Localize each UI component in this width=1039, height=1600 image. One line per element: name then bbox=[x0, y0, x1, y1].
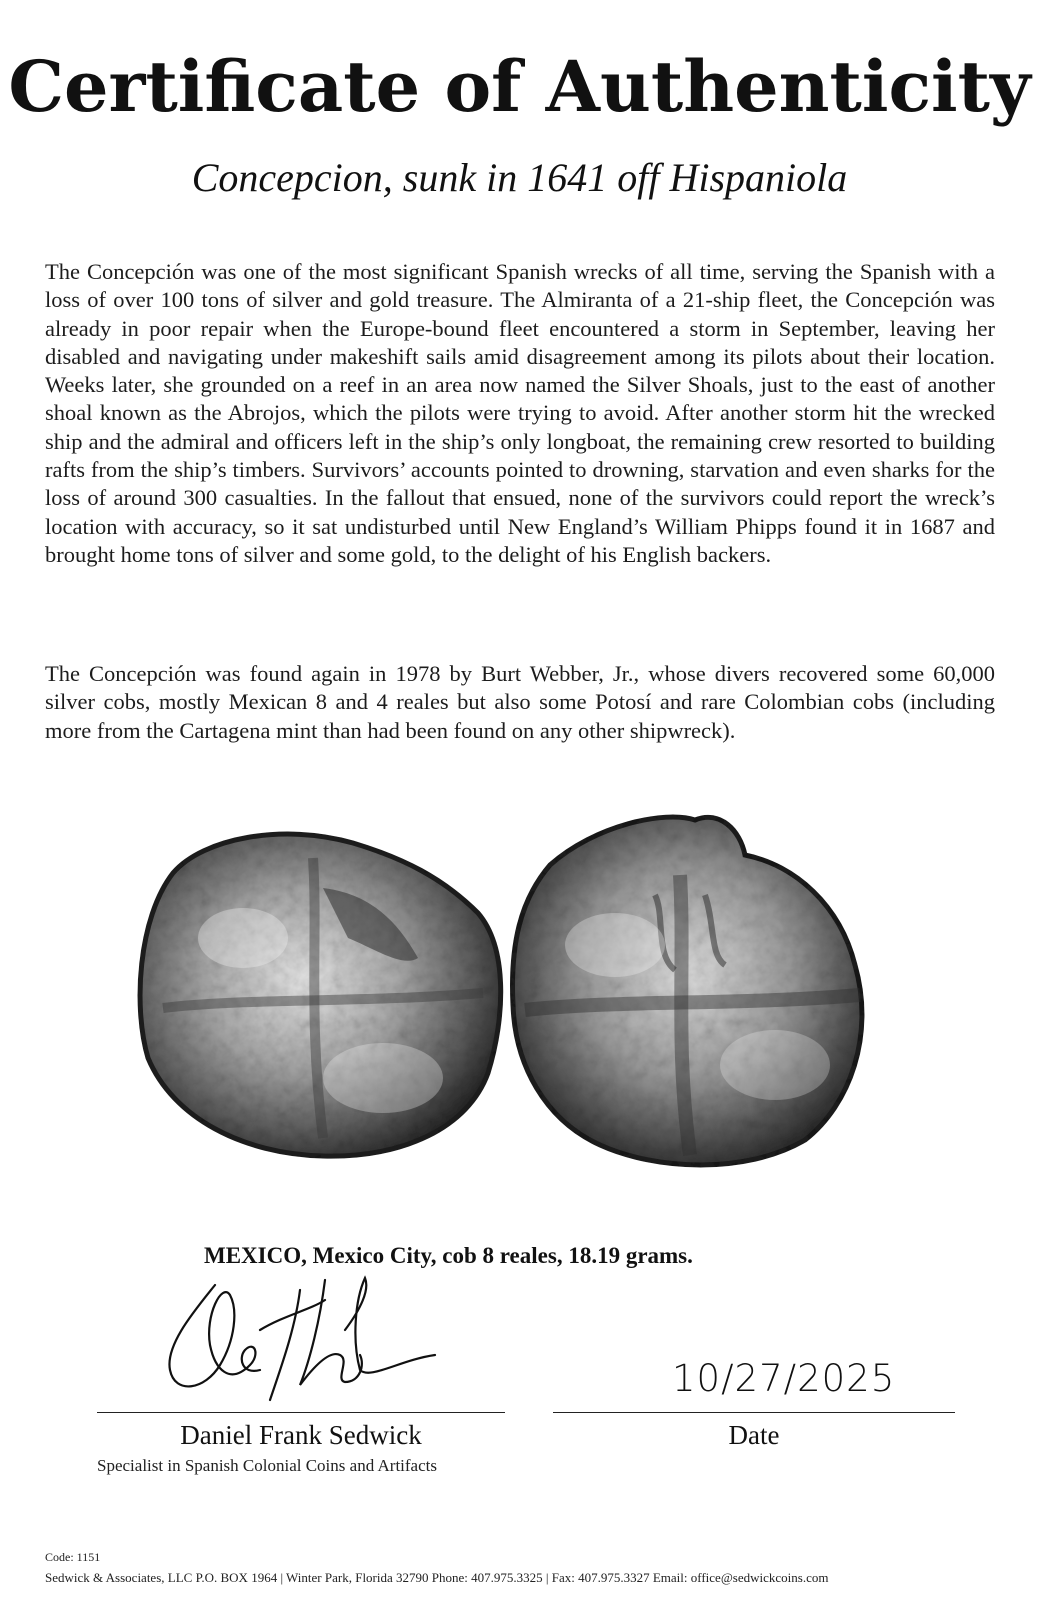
signature-line bbox=[97, 1412, 505, 1413]
certificate-title: Certificate of Authenticity bbox=[8, 45, 1031, 128]
date-line bbox=[553, 1412, 955, 1413]
coin-obverse-image bbox=[133, 818, 513, 1163]
history-paragraph: The Concepción was one of the most significant Spanish wrecks of all time, serving the Spanish with a loss of over 100 tons of silver and gold treasure. The Almiranta of a 21-ship fleet, the Concepción was already in poor repair when the Europe-bound fleet encountered a storm in September, leaving her disabled and navigating under makeshift sails amid disagreement among its pilots about their location. Weeks later, she grounded on a reef in an area now named the Silver Shoals, just to the east of another shoal known as the Abrojos, which the pilots were trying to avoid. After another storm hit the wrecked ship and the admiral and officers left in the ship’s only longboat, the remaining crew resorted to building rafts from the ship’s timbers. Survivors’ accounts pointed to drowning, starvation and even sharks for the loss of around 300 casualties. In the fallout that ensued, none of the survivors could report the wreck’s location with accuracy, so it sat undisturbed until New England’s William Phipps found it in 1687 and brought home tons of silver and some gold, to the delight of his English backers. bbox=[45, 259, 995, 567]
date-label: Date bbox=[728, 1420, 780, 1450]
recovery-paragraph: The Concepción was found again in 1978 by Burt Webber, Jr., whose divers recovered some 60,000 silver cobs, mostly Mexican 8 and 4 reales but also some Potosí and rare Colombian cobs (including more from the Cartagena mint than had been found on any other shipwreck). bbox=[45, 661, 995, 743]
coin-description: MEXICO, Mexico City, cob 8 reales, 18.19 grams. bbox=[204, 1243, 693, 1268]
coin-reverse-image bbox=[505, 805, 881, 1175]
certificate-code: Code: 1151 bbox=[45, 1550, 101, 1564]
signer-title: Specialist in Spanish Colonial Coins and Artifacts bbox=[97, 1456, 437, 1475]
footer-contact: Sedwick & Associates, LLC P.O. BOX 1964 | Winter Park, Florida 32790 Phone: 407.975.3325 | Fax: 407.975.3327 Email: office@sedwickcoins.com bbox=[45, 1570, 829, 1585]
signature-image bbox=[160, 1270, 445, 1410]
signer-name: Daniel Frank Sedwick bbox=[180, 1420, 422, 1450]
certificate-subtitle: Concepcion, sunk in 1641 off Hispaniola bbox=[191, 155, 848, 200]
date-value: 10/27/2025 bbox=[672, 1357, 896, 1400]
